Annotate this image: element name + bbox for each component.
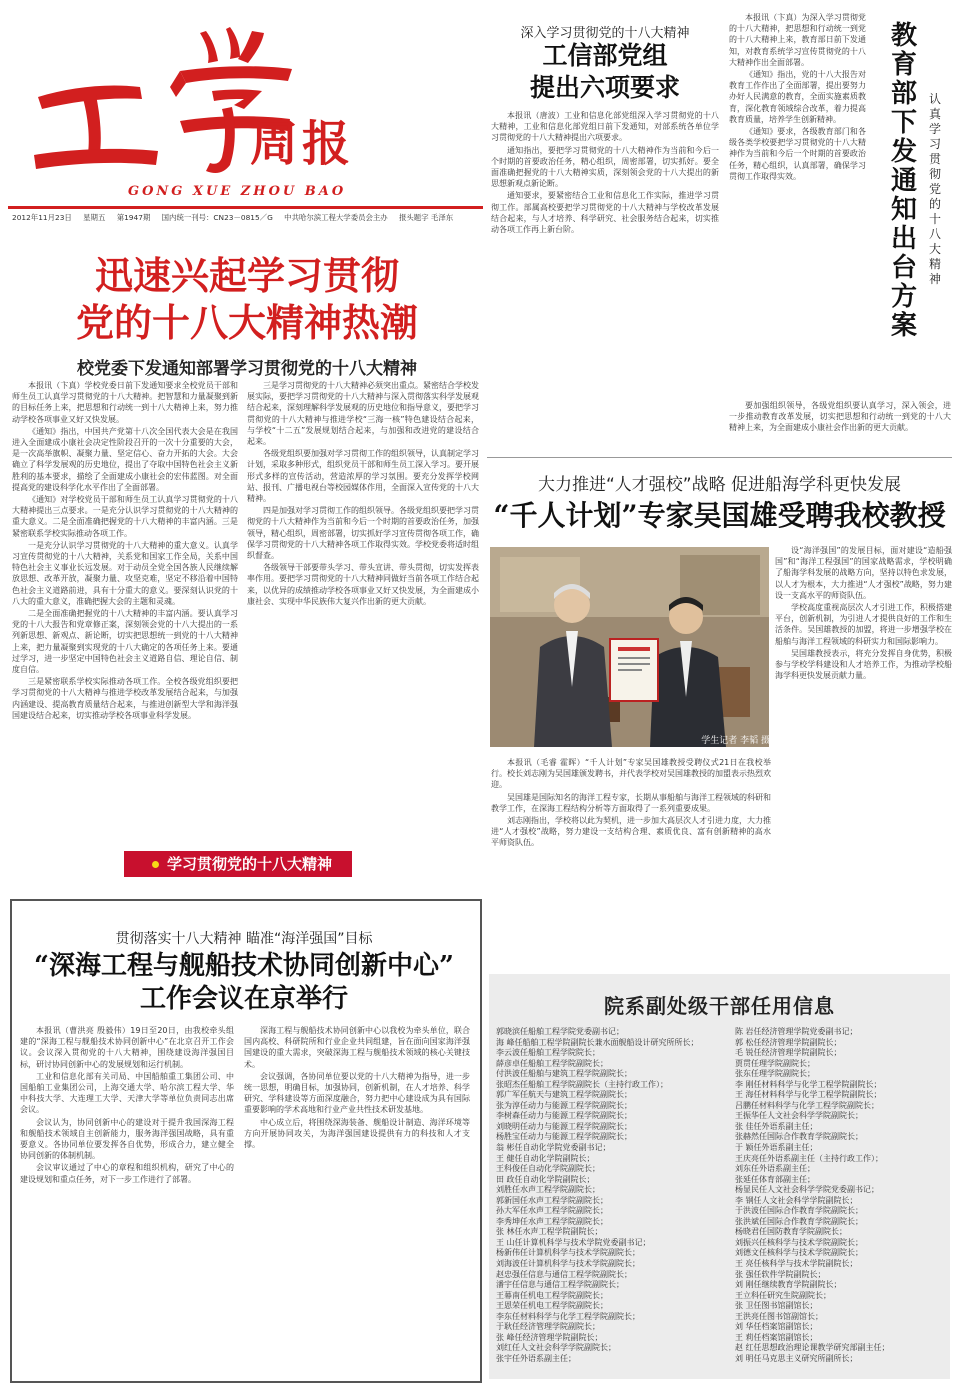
issue-cn-number: 国内统一刊号：CN23－0815／G — [161, 213, 273, 222]
miit-headline-line-1: 工信部党组 — [542, 41, 668, 70]
appointment-item: 田 政任自动化学院副院长； — [496, 1174, 595, 1184]
masthead-logo-text — [0, 0, 2, 1]
appointment-item: 吕鹏任材料科学与化学工程学院副院长； — [735, 1100, 879, 1110]
moe-paragraph: 《通知》指出，党的十八大报告对教育工作作出了全面部署，提出要努力办好人民满意的教育，全面实施素质教育，深化教育领域综合改革，着力提高教育质量，培养学生创新精神。 — [729, 70, 866, 124]
appointment-item: 杨显民任人文社会科学学院党委副书记； — [735, 1185, 879, 1195]
appointment-item: 王恩荣任机电工程学院副院长； — [496, 1301, 608, 1311]
talent-photo — [490, 547, 769, 747]
appointment-item: 郭新国任水声工程学院副院长； — [496, 1195, 608, 1205]
column-banner — [124, 851, 352, 877]
appointment-item: 于 颖任外语系副主任； — [735, 1143, 818, 1153]
column-banner-label: 学习贯彻党的十八大精神 — [166, 855, 332, 873]
ocean-paragraph: 会议强调，各协同单位要以党的十八大精神为指导，进一步统一思想，明确目标，加强协同，创新机制，在人才培养、科学研究、学科建设等方面深度融合，努力把中心建设成为具有国际重要影响的学术高地和行业产业共性技术研发基地。 — [244, 1071, 470, 1115]
lead-headline-line-2: 党的十八大精神热潮 — [75, 300, 418, 345]
lead-paragraph: 各级领导干部要带头学习、带头宣讲、带头贯彻，切实发挥表率作用。要把学习贯彻党的十八大精神同做好当前各项工作结合起来，以优异的成绩推动学校各项事业又好又快发展，为全面建成小康社会、实现中华民族伟大复兴作出新的更大贡献。 — [247, 563, 479, 606]
appointment-item: 杨晓君任国防教育学院副院长； — [735, 1227, 847, 1237]
appointment-item: 刘 刚任继续教育学院副院长； — [735, 1280, 842, 1290]
appointment-item: 张为淳任动力与能源工程学院副院长； — [496, 1100, 632, 1110]
masthead-pinyin: GONG XUE ZHOU BAO — [128, 184, 347, 199]
ocean-column-1 — [20, 1025, 234, 1370]
issue-inscription: 报头题字 毛泽东 — [399, 213, 454, 222]
appointment-item: 王 莉任档案馆副馆长； — [735, 1332, 818, 1342]
appointment-item: 郭晓滨任船舶工程学院党委副书记； — [496, 1027, 624, 1036]
appointment-item: 郭 松任经济管理学院副院长； — [735, 1037, 842, 1047]
banner-emblem-icon — [152, 861, 159, 868]
ocean-paragraph: 中心成立后，将围绕深海装备、舰船设计制造、海洋环境等方向开展协同攻关，为海洋强国建设提供有力的科技和人才支撑。 — [244, 1117, 470, 1150]
lead-headline — [18, 252, 476, 346]
lead-headline-line-1: 迅速兴起学习贯彻 — [94, 253, 399, 298]
photo-illustration — [490, 547, 769, 747]
appointment-item: 王 海任材料科学与化学工程学院副院长； — [735, 1090, 882, 1100]
talent-headline: “千人计划”专家吴国雄受聘我校教授 — [493, 499, 946, 532]
appointment-item: 张 峰任经济管理学院副院长； — [496, 1332, 603, 1342]
ocean-paragraph: 深海工程与舰船技术协同创新中心以我校为牵头单位，联合国内高校、科研院所和行业企业共同组建，旨在面向国家海洋强国建设的重大需求，突破深海工程与舰船技术领域的核心关键技术。 — [244, 1026, 470, 1069]
appointment-item: 王幕南任机电工程学院副院长； — [496, 1290, 608, 1300]
appointment-item: 海 峰任船舶工程学院副院长兼水面舰船设计研究所所长； — [496, 1037, 699, 1047]
moe-paragraph: 本报讯（卞真）为深入学习贯彻党的十八大精神，把思想和行动统一到党的十八大精神上来，教育部日前下发通知，对教育系统学习宣传贯彻党的十八大精神作出全面部署。 — [729, 13, 866, 67]
appointment-item: 李秀坤任水声工程学院副院长； — [496, 1216, 608, 1226]
miit-headline — [490, 40, 720, 104]
appointment-item: 陈 岩任经济管理学院党委副书记； — [735, 1027, 858, 1036]
appointment-item: 赵忠强任信息与通信工程学院副院长； — [496, 1269, 632, 1279]
appointment-item: 郭广军任航天与建筑工程学院副院长； — [496, 1090, 632, 1100]
appointment-item: 刘胜任水声工程学院副院长； — [496, 1185, 600, 1195]
talent-paragraph: 吴国雄是国际知名的海洋工程专家，长期从事船舶与海洋工程领域的科研和教学工作，在深海工程结构分析等方面取得了一系列重要成果。 — [491, 792, 771, 813]
ocean-kicker: 贯彻落实十八大精神 瞄准“海洋强国”目标 — [115, 931, 373, 947]
lead-paragraph: 本报讯（卞真）学校党委日前下发通知要求全校党员干部和师生员工认真学习贯彻党的十八大精神。把智慧和力量凝聚到新的目标任务上来，把思想和行动统一到十八大精神上来，努力推动学校各项事业又好又快发展。 — [12, 381, 238, 424]
photo-credit: 学生记者 李韬 摄 — [701, 736, 770, 746]
lead-paragraph: 四是加强对学习贯彻工作的组织领导。各级党组织要把学习贯彻党的十八大精神作为当前和今后一个时期的首要政治任务，加强领导，精心组织，周密部署，切实抓好学习宣传贯彻各项工作，确保学习贯彻党的十八大精神各项工作取得实效。学校党委将适时组织督查。 — [247, 506, 479, 561]
appointment-item: 张东任理学院副院长； — [735, 1069, 815, 1079]
appointment-item: 张 佳任外语系副主任； — [735, 1121, 818, 1131]
ocean-paragraph: 本报讯（曹洪亮 殷毅伟）19日至20日，由我校牵头组建的“深海工程与舰船技术协同创新中心”在北京召开工作会议。会议深入贯彻党的十八大精神，围绕建设海洋强国目标，研讨协同创新中心的发展规划和运行机制。 — [20, 1026, 234, 1069]
miit-kicker: 深入学习贯彻党的十八大精神 — [520, 26, 690, 41]
issue-date: 2012年11月23日 — [12, 213, 72, 222]
appointment-item: 王立科任研究生院副院长； — [735, 1290, 831, 1300]
appointment-item: 张赫然任国际合作教育学院副院长； — [735, 1132, 863, 1142]
appointment-item: 毛 锐任经济管理学院副院长； — [735, 1048, 842, 1058]
lead-paragraph: 三是学习贯彻党的十八大精神必须突出重点。紧密结合学校发展实际，要把学习贯彻党的十八大精神与深入贯彻落实科学发展观结合起来，深刻理解科学发展观的历史地位和指导意义，要把学习贯彻党的十八大精神与推进学校“三海一核”特色建设结合起来，与学校“十二五”发展规划结合起来，与加强和改进党的建设结合起来。 — [247, 381, 479, 447]
appointment-item: 张 强任软件学院副院长； — [735, 1269, 826, 1279]
miit-paragraph: 通知指出，要把学习贯彻党的十八大精神作为当前和今后一个时期的首要政治任务，精心组织，周密部署，切实抓好。要全面准确把握党的十八大精神实质，深刻领会党的十八大提出的新思想新观点新论断。 — [491, 145, 719, 189]
appointment-item: 王 亮任核科学与技术学院副院长； — [735, 1259, 858, 1269]
appointment-item: 于耿任经济管理学院副院长； — [496, 1322, 600, 1332]
appointment-item: 王振华任人文社会科学学院副院长； — [735, 1111, 863, 1121]
talent-column-right — [775, 545, 952, 942]
appointment-item: 张 林任水声工程学院副院长； — [496, 1227, 603, 1237]
appointments-title: 院系副处级干部任用信息 — [604, 994, 835, 1018]
appointment-item: 孙大军任水声工程学院副院长； — [496, 1206, 608, 1216]
lead-paragraph: 一是充分认识学习贯彻党的十八大精神的重大意义。认真学习宣传贯彻党的十八大精神，关系党和国家工作全局，关系中国特色社会主义事业长远发展。对于动员全党全国各族人民继续解放思想、改革开放，凝聚力量、攻坚克难，坚定不移沿着中国特色社会主义道路前进，具有十分重大的意义。要深刻认识党的十八大的重大意义，准确把握大会的主题和灵魂。 — [12, 540, 238, 606]
appointment-item: 张延任体育部副主任； — [735, 1174, 815, 1184]
issue-line — [12, 212, 482, 223]
miit-column-1 — [491, 110, 719, 455]
moe-headline: 教育部下发通知出台方案 — [890, 21, 917, 341]
lead-paragraph: 各级党组织要加强对学习贯彻工作的组织领导，认真制定学习计划，采取多种形式，组织党员干部和师生员工深入学习。要开展形式多样的宣传活动，营造浓厚的学习氛围。要充分发挥学校网站、报刊、广播电视台等校园媒体作用，全面深入宣传党的十八大精神。 — [247, 449, 479, 504]
appointment-item: 刘东任外语系副主任； — [735, 1164, 815, 1174]
appointment-item: 王洪亮任图书馆副馆长； — [735, 1311, 823, 1321]
talent-paragraph: 吴国雄教授表示，将充分发挥自身优势，积极参与学校学科建设和人才培养工作，为推动学校船海学科更快发展贡献力量。 — [775, 648, 952, 681]
talent-paragraph: 学校高度重视高层次人才引进工作，积极搭建平台，创新机制，为引进人才提供良好的工作和生活条件。吴国雄教授的加盟，将进一步增强学校在船舶与海洋工程领域的科研实力和国际影响力。 — [775, 603, 952, 646]
issue-sponsor: 中共哈尔滨工程大学委员会主办 — [284, 213, 388, 222]
masthead-divider — [8, 206, 483, 209]
ocean-headline-line-2: 工作会议在京举行 — [139, 984, 348, 1014]
appointment-item: 张 卫任图书馆副馆长； — [735, 1301, 818, 1311]
appointments-column-1 — [496, 1027, 726, 1372]
appointment-item: 杨新伟任计算机科学与技术学院副院长； — [496, 1248, 640, 1258]
appointment-item: 刘 明任马克思主义研究所副所长； — [735, 1353, 858, 1363]
appointment-item: 薛彦卓任船舶工程学院副院长； — [496, 1058, 608, 1068]
moe-column — [729, 12, 866, 440]
appointment-item: 贾贯任理学院副院长； — [735, 1058, 815, 1068]
lead-paragraph: 《通知》指出，中国共产党第十八次全国代表大会是在我国进入全面建成小康社会决定性阶段召开的一次十分重要的大会，是一次高举旗帜、凝聚力量、坚定信心、奋力开拓的大会。大会确立了科学发展观的历史地位，提出了夺取中国特色社会主义新胜利的基本要求，描绘了全面建成小康社会的宏伟蓝图。对全面提高党的建设科学化水平作出了全面部署。 — [12, 426, 238, 492]
talent-paragraph: 设“海洋强国”的发展目标，面对建设“造船强国”和“海洋工程强国”的国家战略需求，学校明确了船海学科发展的战略方向，坚持以特色求发展，以人才为根本，大力推进“人才强校”战略，努力建设一支高水平的师资队伍。 — [775, 546, 952, 600]
appointment-item: 刘红任人文社会科学学院副院长； — [496, 1343, 616, 1353]
appointments-column-2 — [735, 1027, 945, 1372]
appointment-item: 王 健任自动化学院副院长； — [496, 1153, 595, 1163]
lead-column-2 — [247, 380, 479, 858]
appointment-item: 于洪波任国际合作教育学院副院长； — [735, 1206, 863, 1216]
appointment-item: 刘晓明任动力与能源工程学院副院长； — [496, 1121, 632, 1131]
talent-kicker: 大力推进“人才强校”战略 促进船海学科更快发展 — [537, 475, 902, 495]
appointment-item: 杨胜宝任动力与能源工程学院副院长； — [496, 1132, 632, 1142]
appointment-item: 李 刚任材料科学与化学工程学院副院长； — [735, 1079, 882, 1089]
appointment-item: 刘 华任档案馆副馆长； — [735, 1322, 818, 1332]
appointment-item: 刘振兴任核科学与技术学院副院长； — [735, 1237, 863, 1247]
moe-bottom-text — [729, 400, 951, 446]
appointment-item: 刘德文任核科学与技术学院副院长； — [735, 1248, 863, 1258]
ocean-paragraph: 工业和信息化部有关司局、中国船舶重工集团公司、中国船舶工业集团公司，上海交通大学、哈尔滨工程大学、华中科技大学、大连理工大学、天津大学等单位负责同志出席会议。 — [20, 1071, 234, 1115]
appointment-item: 王庆亮任外语系副主任（主持行政工作）； — [735, 1153, 883, 1163]
appointment-item: 潘宇任信息与通信工程学院副院长； — [496, 1280, 624, 1290]
talent-column-bottom — [491, 757, 771, 957]
appointment-item: 付洪波任船舶与建筑工程学院副院长； — [496, 1069, 632, 1079]
ocean-column-2 — [244, 1025, 470, 1370]
moe-kicker: 认真学习贯彻党的十八大精神 — [928, 92, 941, 286]
miit-paragraph: 通知要求，要紧密结合工业和信息化工作实际，推进学习贯彻工作。部属高校要把学习贯彻党的十八大精神与学校改革发展结合起来，与人才培养、科学研究、社会服务结合起来，切实推动各项工作再上新台阶。 — [491, 191, 719, 235]
ocean-paragraph: 会议审议通过了中心的章程和组织机构，研究了中心的建设规划和重点任务，对下一步工作进行了部署。 — [20, 1163, 234, 1184]
section-divider — [487, 457, 952, 458]
talent-paragraph: 刘志刚指出，学校将以此为契机，进一步加大高层次人才引进力度，大力推进“人才强校”战略，努力建设一支结构合理、素质优良、富有创新精神的高水平师资队伍。 — [491, 816, 771, 848]
appointment-item: 刘海波任计算机科学与技术学院副院长； — [496, 1259, 640, 1269]
lead-paragraph: 《通知》对学校党员干部和师生员工认真学习贯彻党的十八大精神提出三点要求。一是充分认识学习贯彻党的十八大精神的重大意义。二是全面准确把握党的十八大精神的丰富内涵。三是紧密联系学校实际推动各项工作。 — [12, 495, 238, 538]
miit-headline-line-2: 提出六项要求 — [529, 73, 680, 102]
talent-paragraph: 本报讯（毛睿 霍晖）“千人计划”专家吴国雄教授受聘仪式21日在我校举行。校长刘志刚为吴国雄颁发聘书，并代表学校对吴国雄教授的加盟表示热烈欢迎。 — [491, 758, 771, 790]
lead-column-1 — [12, 380, 238, 805]
appointment-item: 张洪斌任国际合作教育学院副院长； — [735, 1216, 863, 1226]
issue-number: 第1947期 — [116, 213, 151, 222]
masthead-title: 周报 — [250, 116, 355, 172]
lead-paragraph: 三是紧密联系学校实际推动各项工作。全校各级党组织要把学习贯彻党的十八大精神与推进学校改革发展结合起来，与加强内涵建设、提高教育质量结合起来，与推进创新型大学和海洋强国建设结合起来，切实推动学校各项事业科学发展。 — [12, 677, 238, 720]
moe-paragraph: 《通知》要求，各级教育部门和各级各类学校要把学习贯彻党的十八大精神作为当前和今后一个时期的首要政治任务，精心组织，认真部署，确保学习贯彻工作取得实效。 — [729, 127, 866, 181]
issue-weekday: 星期五 — [83, 213, 106, 222]
moe-paragraph: 要加强组织领导，各级党组织要认真学习，深入领会，进一步推动教育改革发展，切实把思想和行动统一到党的十八大精神上来，为全面建成小康社会作出新的更大贡献。 — [729, 401, 951, 433]
appointment-item: 王科俊任自动化学院副院长； — [496, 1164, 600, 1174]
appointment-item: 李 钢任人文社会科学学院副院长； — [735, 1195, 858, 1205]
appointment-item: 李树森任动力与能源工程学院副院长； — [496, 1111, 632, 1121]
ocean-headline-line-1: “深海工程与舰船技术协同创新中心” — [34, 951, 454, 981]
appointment-item: 张宇任外语系副主任； — [496, 1353, 576, 1363]
lead-paragraph: 二是全面准确把握党的十八大精神的丰富内涵。要认真学习党的十八大报告和党章修正案，深刻领会党的十八大提出的一系列新思想、新观点、新论断，切实把思想统一到党的十八大精神上来，把力量凝聚到实现党的十八大确定的各项任务上来。要通过学习，进一步坚定中国特色社会主义道路自信、理论自信、制度自信。 — [12, 609, 238, 675]
lead-subhead: 校党委下发通知部署学习贯彻党的十八大精神 — [77, 359, 417, 379]
miit-paragraph: 本报讯（唐波）工业和信息化部党组深入学习贯彻党的十八大精神，工业和信息化部党组日前下发通知，对部系统各单位学习贯彻党的十八大精神提出六项要求。 — [491, 111, 719, 143]
ocean-paragraph: 会议认为，协同创新中心的建设对于提升我国深海工程和舰船技术领域自主创新能力，服务海洋强国战略，具有重要意义。各协同单位要发挥各自优势，形成合力，建立健全协同创新的体制机制。 — [20, 1117, 234, 1161]
appointment-item: 张昭杰任船舶工程学院副院长（主持行政工作）； — [496, 1079, 668, 1089]
ocean-headline — [10, 950, 478, 1016]
appointment-item: 赵 红任思想政治理论课教学研究部副主任； — [735, 1343, 890, 1353]
appointment-item: 李云波任船舶工程学院院长； — [496, 1048, 600, 1058]
appointment-item: 王 山任计算机科学与技术学院党委副书记； — [496, 1237, 651, 1247]
appointment-item: 翁 彬任自动化学院党委副书记； — [496, 1143, 611, 1153]
appointment-item: 李东任材料科学与化学工程学院副院长； — [496, 1311, 640, 1321]
